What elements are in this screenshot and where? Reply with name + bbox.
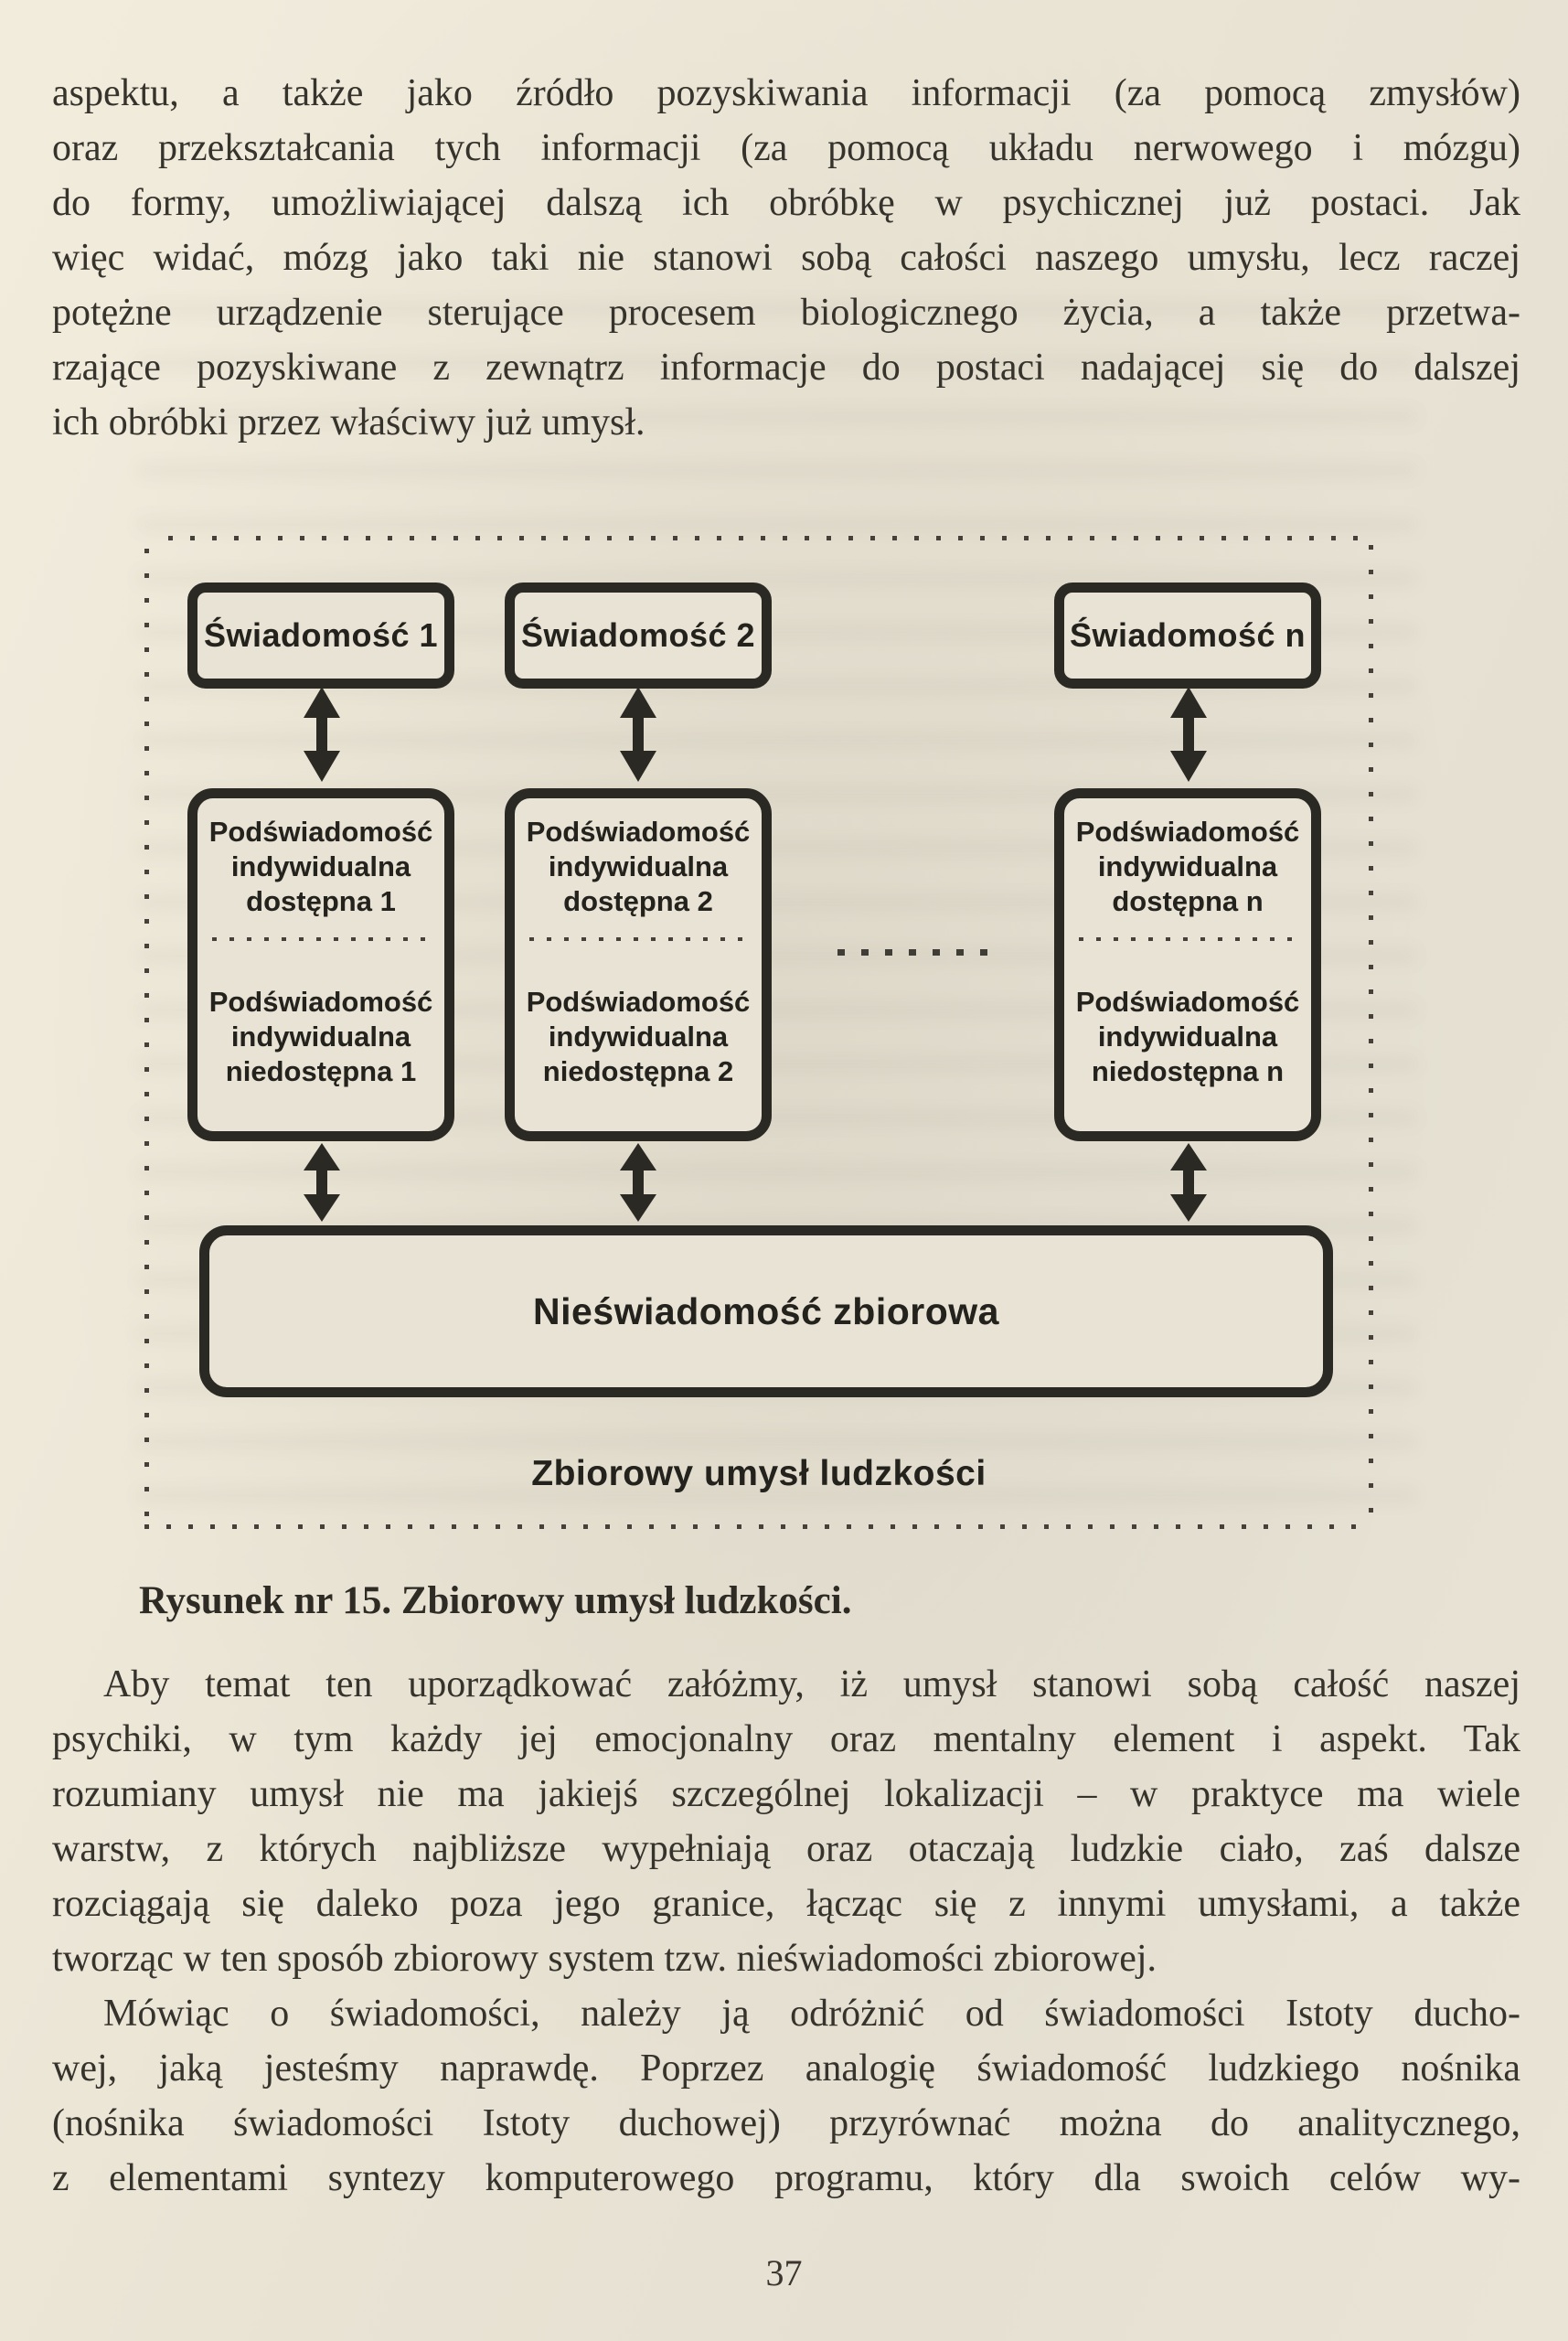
dotted-frame-bottom xyxy=(144,1524,1373,1529)
text-line: Mówiąc o świadomości, należy ją odróżnić od świadomości Istoty ducho- xyxy=(103,1993,1520,2035)
consciousness-label: Świadomość 1 xyxy=(203,616,439,654)
double-arrow-icon xyxy=(620,687,656,782)
page-number: 37 xyxy=(765,2252,803,2293)
compartment-dotted-divider xyxy=(212,937,430,941)
double-arrow-icon xyxy=(304,1143,340,1222)
label-line: niedostępna 2 xyxy=(542,1055,734,1087)
consciousness-label: Świadomość 2 xyxy=(520,616,756,654)
subconscious-inaccessible-label xyxy=(197,943,444,1131)
label-line: Podświadomość xyxy=(526,986,751,1018)
body-paragraph-3 xyxy=(52,1986,1520,2206)
label-line: dostępna n xyxy=(1112,885,1264,917)
label-line: indywidualna xyxy=(230,1021,411,1053)
body-paragraph-2 xyxy=(52,1657,1520,1986)
consciousness-box-1 xyxy=(187,583,454,689)
compartment-dotted-divider xyxy=(529,937,747,941)
consciousness-box-n xyxy=(1054,583,1321,689)
subconscious-box-n xyxy=(1054,788,1321,1141)
text-line: oraz przekształcania tych informacji (za pomocą układu nerwowego i mózgu) xyxy=(52,127,1520,169)
label-line: dostępna 1 xyxy=(246,885,396,917)
collective-unconscious-box xyxy=(199,1225,1333,1397)
label-line: indywidualna xyxy=(1097,850,1278,882)
dotted-frame-right xyxy=(1369,545,1373,1518)
label-line: indywidualna xyxy=(230,850,411,882)
label-line: niedostępna n xyxy=(1091,1055,1285,1087)
label-line: dostępna 2 xyxy=(563,885,713,917)
text-line: ich obróbki przez właściwy już umysł. xyxy=(52,401,645,444)
label-line: indywidualna xyxy=(1097,1021,1278,1053)
subconscious-accessible-label xyxy=(1064,798,1311,935)
subconscious-box-2 xyxy=(505,788,772,1141)
label-line: niedostępna 1 xyxy=(225,1055,417,1087)
more-columns-ellipsis-dots xyxy=(837,949,997,956)
text-line: potężne urządzenie sterujące procesem biologicznego życia, a także przetwa- xyxy=(52,292,1520,334)
label-line: indywidualna xyxy=(548,850,729,882)
dotted-frame-top xyxy=(168,536,1366,540)
label-line: indywidualna xyxy=(548,1021,729,1053)
label-line: Podświadomość xyxy=(208,816,433,848)
figure-caption: Rysunek nr 15. Zbiorowy umysł ludzkości. xyxy=(139,1579,852,1622)
text-line: rozumiany umysł nie ma jakiejś szczególnej lokalizacji – w praktyce ma wiele xyxy=(52,1773,1520,1815)
label-line: Podświadomość xyxy=(526,816,751,848)
subconscious-inaccessible-label xyxy=(515,943,762,1131)
text-line: psychiki, w tym każdy jej emocjonalny oraz mentalny element i aspekt. Tak xyxy=(52,1718,1520,1760)
text-line: rozciągają się daleko poza jego granice, łącząc się z innymi umysłami, a także xyxy=(52,1883,1520,1925)
text-line: Aby temat ten uporządkować załóżmy, iż umysł stanowi sobą całość naszej xyxy=(103,1663,1520,1705)
double-arrow-icon xyxy=(1170,687,1207,782)
double-arrow-icon xyxy=(1170,1143,1207,1222)
label-line: Podświadomość xyxy=(208,986,433,1018)
subconscious-inaccessible-label xyxy=(1064,943,1311,1131)
consciousness-box-2 xyxy=(505,583,772,689)
subconscious-accessible-label xyxy=(197,798,444,935)
text-line: warstw, z których najbliższe wypełniają oraz otaczają ludzkie ciało, zaś dalsze xyxy=(52,1828,1520,1870)
text-line: rzające pozyskiwane z zewnątrz informacje do postaci nadającej się do dalszej xyxy=(52,347,1520,389)
consciousness-label: Świadomość n xyxy=(1069,616,1307,654)
body-paragraph-1 xyxy=(52,66,1520,450)
subconscious-box-1 xyxy=(187,788,454,1141)
label-line: Podświadomość xyxy=(1075,986,1300,1018)
dotted-frame-left xyxy=(144,549,149,1520)
diagram-title-label: Zbiorowy umysł ludzkości xyxy=(531,1454,987,1493)
text-line: (nośnika świadomości Istoty duchowej) przyrównać można do analitycznego, xyxy=(52,2102,1520,2144)
text-line: wej, jaką jesteśmy naprawdę. Poprzez analogię świadomość ludzkiego nośnika xyxy=(52,2047,1520,2090)
double-arrow-icon xyxy=(304,687,340,782)
subconscious-accessible-label xyxy=(515,798,762,935)
collective-unconscious-label: Nieświadomość zbiorowa xyxy=(533,1289,999,1332)
label-line: Podświadomość xyxy=(1075,816,1300,848)
double-arrow-icon xyxy=(620,1143,656,1222)
text-line: do formy, umożliwiającej dalszą ich obróbkę w psychicznej już postaci. Jak xyxy=(52,182,1520,224)
text-line: tworząc w ten sposób zbiorowy system tzw. nieświadomości zbiorowej. xyxy=(52,1938,1157,1980)
text-line: więc widać, mózg jako taki nie stanowi sobą całości naszego umysłu, lecz raczej xyxy=(52,237,1520,279)
text-line: z elementami syntezy komputerowego programu, który dla swoich celów wy- xyxy=(52,2157,1520,2199)
compartment-dotted-divider xyxy=(1079,937,1296,941)
text-line: aspektu, a także jako źródło pozyskiwania informacji (za pomocą zmysłów) xyxy=(52,72,1520,114)
collective-mind-diagram xyxy=(144,536,1373,1529)
